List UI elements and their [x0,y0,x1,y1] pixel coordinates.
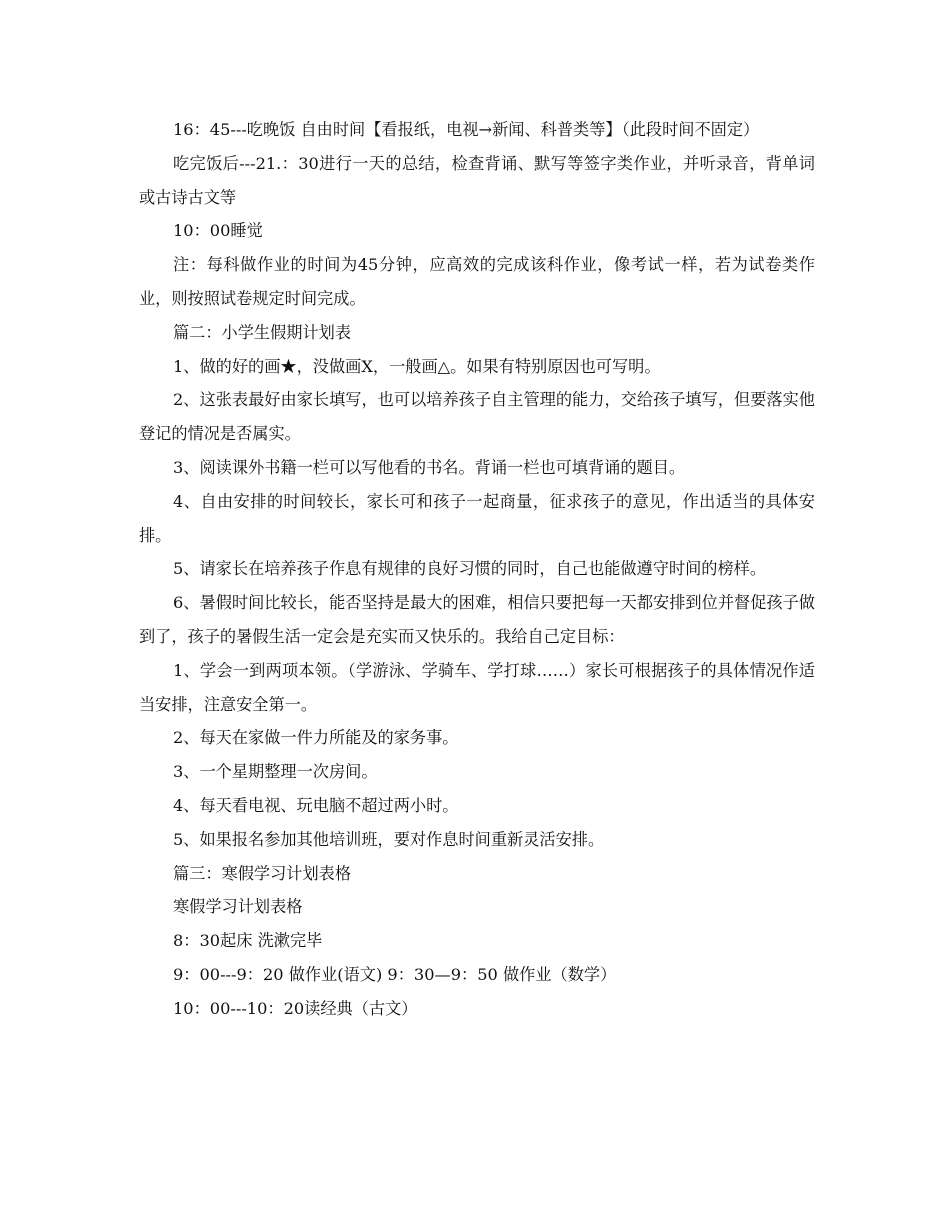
paragraph-goal-3: 3、一个星期整理一次房间。 [173,762,378,782]
paragraph-rule-1: 1、做的好的画★，没做画X，一般画△。如果有特别原因也可写明。 [173,356,661,376]
paragraph-rule-5: 5、请家长在培养孩子作息有规律的良好习惯的同时，自己也能做遵守时间的榜样。 [173,559,767,579]
section-heading-part-two: 篇二：小学生假期计划表 [173,322,352,342]
paragraph-goal-2: 2、每天在家做一件力所能及的家务事。 [173,728,459,748]
paragraph-reading-classics: 10：00---10：20读经典（古文） [173,998,418,1018]
document-body [139,113,815,1026]
paragraph-morning-homework: 9：00---9：20 做作业(语文) 9：30—9：50 做作业（数学） [173,964,617,984]
paragraph-rule-2: 2、这张表最好由家长填写，也可以培养孩子自主管理的能力，交给孩子填写，但要落实他登记的情况是否属实。 [139,390,815,444]
paragraph-dinner-schedule: 16：45---吃晚饭 自由时间【看报纸，电视→新闻、科普类等】（此段时间不固定） [173,120,760,139]
paragraph-evening-review: 吃完饭后---21.：30进行一天的总结，检查背诵、默写等签字类作业，并听录音，背单词或古诗古文等 [139,153,815,207]
paragraph-rule-3: 3、阅读课外书籍一栏可以写他看的书名。背诵一栏也可填背诵的题目。 [173,457,686,477]
paragraph-goal-5: 5、如果报名参加其他培训班，要对作息时间重新灵活安排。 [173,829,605,849]
paragraph-rule-6: 6、暑假时间比较长，能否坚持是最大的困难，相信只要把每一天都安排到位并督促孩子做到了，孩子的暑假生活一定会是充实而又快乐的。我给自己定目标： [139,593,815,646]
paragraph-plan-title: 寒假学习计划表格 [173,897,303,917]
paragraph-goal-4: 4、每天看电视、玩电脑不超过两小时。 [173,795,459,815]
section-heading-part-three: 篇三：寒假学习计划表格 [173,863,352,883]
paragraph-goal-1: 1、学会一到两项本领。（学游泳、学骑车、学打球……）家长可根据孩子的具体情况作适当安排，注意安全第一。 [139,660,815,714]
paragraph-sleep-time: 10：00睡觉 [173,221,263,241]
paragraph-wake-up: 8：30起床 洗漱完毕 [173,931,323,951]
paragraph-rule-4: 4、自由安排的时间较长，家长可和孩子一起商量，征求孩子的意见，作出适当的具体安排。 [139,491,815,545]
paragraph-homework-note: 注：每科做作业的时间为45分钟，应高效的完成该科作业，像考试一样，若为试卷类作业，则按照试卷规定时间完成。 [139,255,815,308]
